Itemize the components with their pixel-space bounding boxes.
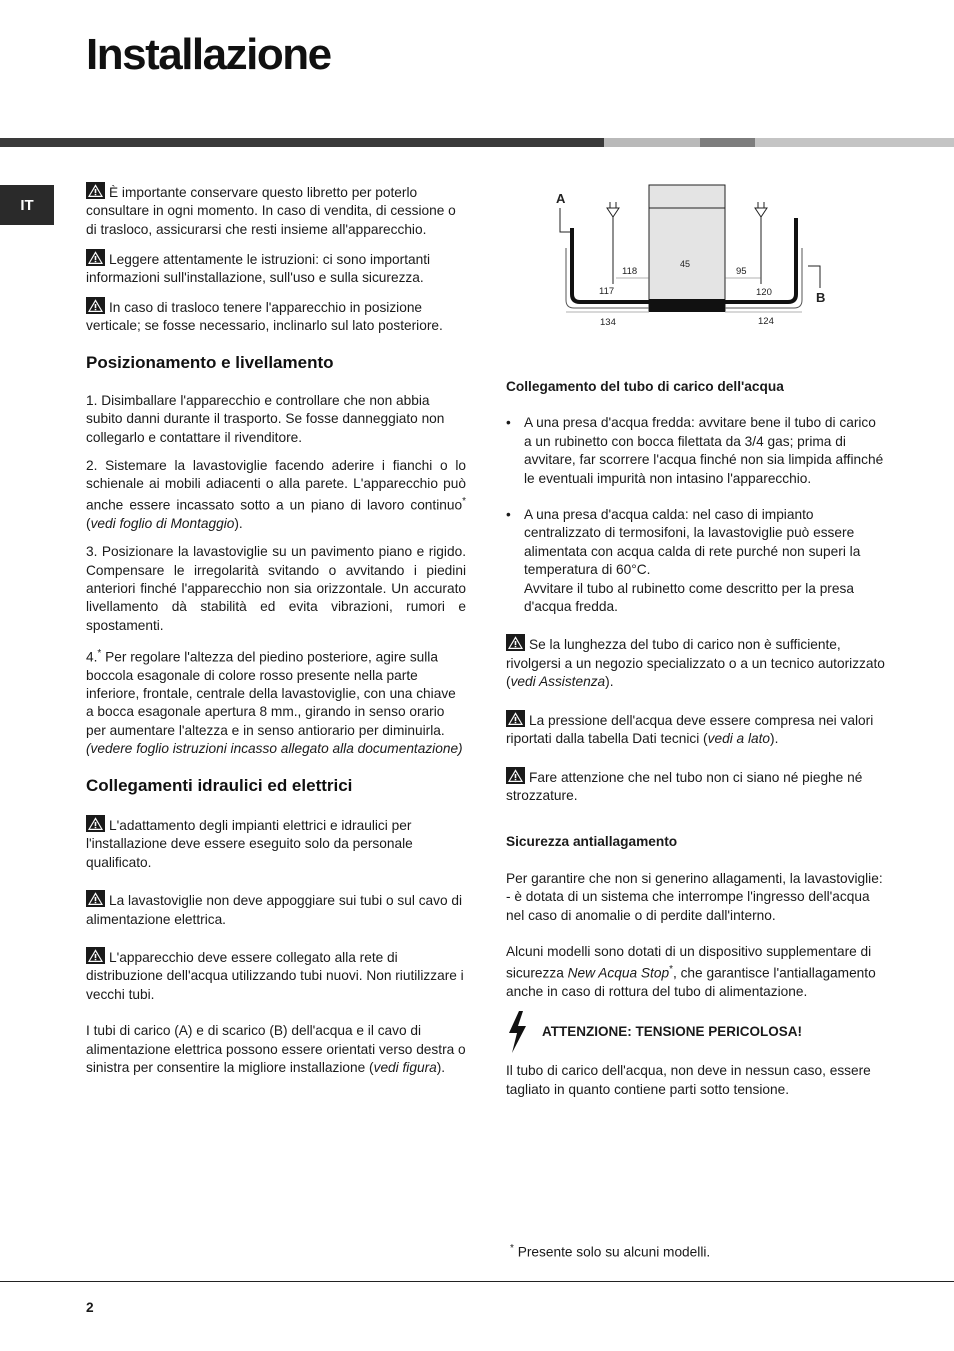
dim-134: 134: [600, 317, 616, 328]
intro-warning-3: In caso di trasloco tenere l'apparecchio in posizione verticale; se fosse necessario, inclinarlo sul lato posteriore.: [86, 297, 466, 336]
water-warning-2: La pressione dell'acqua deve essere compresa nei valori riportati dalla tabella Dati tecnici (vedi a lato).: [506, 710, 886, 749]
dim-118: 118: [622, 266, 638, 277]
flood-text-1b: - è dotata di un sistema che interrompe l'ingresso dell'acqua nel caso di anomalie o di perdite dall'interno.: [506, 889, 870, 923]
positioning-step-1: 1. Disimballare l'apparecchio e controllare che non abbia subito danni durante il trasporto. Se fosse danneggiato non collegarlo e contattare il rivenditore.: [86, 393, 445, 445]
header-bar-dark: [0, 138, 604, 147]
label-a: A: [556, 191, 566, 206]
footnote: * Presente solo su alcuni modelli.: [510, 1243, 711, 1260]
dim-45: 45: [680, 259, 691, 269]
connections-heading: Collegamenti idraulici ed elettrici: [86, 775, 353, 795]
connections-hoses-text: I tubi di carico (A) e di scarico (B) dell'acqua e il cavo di alimentazione elettrica possono essere orientati verso destra o sinistra per consentire la migliore installazione (vedi figura).: [86, 1023, 466, 1076]
lightning-icon: [506, 1011, 528, 1053]
right-tap-icon: [755, 202, 767, 284]
water-warning-3: Fare attenzione che nel tubo non ci siano né pieghe né strozzature.: [506, 767, 886, 806]
connections-warning-3: L'apparecchio deve essere collegato alla rete di distribuzione dell'acqua utilizzando tubi nuovi. Non riutilizzare i vecchi tubi.: [86, 947, 466, 1004]
intro-warning-2: Leggere attentamente le istruzioni: ci sono importanti informazioni sull'installazione, sull'uso e sulla sicurezza.: [86, 249, 466, 288]
water-warning-1: Se la lunghezza del tubo di carico non è sufficiente, rivolgersi a un negozio specializzato o a un tecnico autorizzato (vedi Assistenza).: [506, 634, 886, 691]
hose-orientation-diagram: [550, 184, 830, 334]
list-item: • A una presa d'acqua calda: nel caso di impianto centralizzato di termosifoni, la lavastoviglie può essere alimentata con acqua calda di rete purché non superi la temperatura di 60°C. Avvitare il tubo al rubinetto come descritto per la presa d'acqua fredda.: [506, 506, 886, 616]
danger-text: Il tubo di carico dell'acqua, non deve in nessun caso, essere tagliato in quanto contiene parti sotto tensione.: [506, 1063, 871, 1097]
page-number: 2: [86, 1300, 94, 1315]
label-b: B: [816, 290, 826, 305]
header-bar-light: [604, 138, 700, 147]
warning-icon: [86, 890, 105, 907]
warning-icon: [86, 249, 105, 266]
left-column: [86, 182, 466, 1087]
page-title: Installazione: [86, 30, 331, 79]
warning-icon: [86, 297, 105, 314]
warning-icon: [506, 767, 525, 784]
danger-warning: [506, 1011, 886, 1053]
warning-icon: [86, 182, 105, 199]
connections-warning-2: La lavastoviglie non deve appoggiare sui tubi o sul cavo di alimentazione elettrica.: [86, 890, 466, 929]
flood-text-1: Per garantire che non si generino allagamenti, la lavastoviglie:: [506, 870, 883, 886]
positioning-step-4: 4.* Per regolare l'altezza del piedino posteriore, agire sulla boccola esagonale di colore rosso presente nella parte inferiore, frontale, centrale della lavastoviglie, con una chiave a bocca esagonale apertura 8 mm., girando in senso orario per aumentare l'altezza e in senso antiorario per diminuirla. (vedere foglio istruzioni incasso allegato alla documentazione): [86, 647, 463, 757]
dim-120: 120: [756, 287, 772, 298]
dim-117: 117: [599, 286, 615, 297]
right-column: [506, 378, 886, 1108]
warning-icon: [86, 947, 105, 964]
flood-heading: Sicurezza antiallagamento: [506, 834, 678, 850]
warning-icon: [506, 710, 525, 727]
positioning-step-2: 2. Sistemare la lavastoviglie facendo aderire i fianchi o lo schienale ai mobili adiacenti o alla parete. L'apparecchio può anche essere incassato sotto a un piano di lavoro continuo* (vedi foglio di Montaggio).: [86, 457, 466, 532]
language-tab: [0, 185, 54, 225]
positioning-heading: Posizionamento e livellamento: [86, 352, 334, 372]
positioning-step-3: 3. Posizionare la lavastoviglie su un pavimento piano e rigido. Compensare le irregolarità svitando o avvitando i piedini anteriori finché l'apparecchio non sia orizzontale. Un accurato livellamento dà stabilità ed evita vibrazioni, rumori e spostamenti.: [86, 544, 466, 633]
intro-warning-1: È importante conservare questo libretto per poterlo consultare in ogni momento. In caso di vendita, di cessione o di trasloco, assicurarsi che resti insieme all'apparecchio.: [86, 182, 466, 239]
left-tap-icon: [607, 202, 619, 284]
footer-divider: [0, 1281, 954, 1282]
water-heading: Collegamento del tubo di carico dell'acqua: [506, 379, 784, 394]
language-label: IT: [20, 196, 34, 214]
warning-icon: [86, 815, 105, 832]
appliance-base: [649, 299, 725, 312]
flood-text-2: Alcuni modelli sono dotati di un dispositivo supplementare di sicurezza New Acqua Stop*, che garantisce l'antiallagamento anche in caso di rottura del tubo di alimentazione.: [506, 943, 876, 1000]
danger-label: ATTENZIONE: TENSIONE PERICOLOSA!: [542, 1023, 803, 1039]
dim-95: 95: [736, 266, 747, 277]
header-bar-light-end: [755, 138, 954, 147]
list-item: • A una presa d'acqua fredda: avvitare bene il tubo di carico a un rubinetto con bocca filettata da 3/4 gas; prima di avvitare, far scorrere l'acqua finché non sia limpida affinché le eventuali impurità non intasino l'apparecchio.: [506, 414, 886, 488]
connections-warning-1: L'adattamento degli impianti elettrici e idraulici per l'installazione deve essere eseguito solo da personale qualificato.: [86, 815, 466, 872]
water-connection-list: [506, 414, 886, 616]
dim-124: 124: [758, 316, 774, 327]
appliance-body: [649, 185, 725, 311]
warning-icon: [506, 634, 525, 651]
header-bar-mid: [700, 138, 755, 147]
